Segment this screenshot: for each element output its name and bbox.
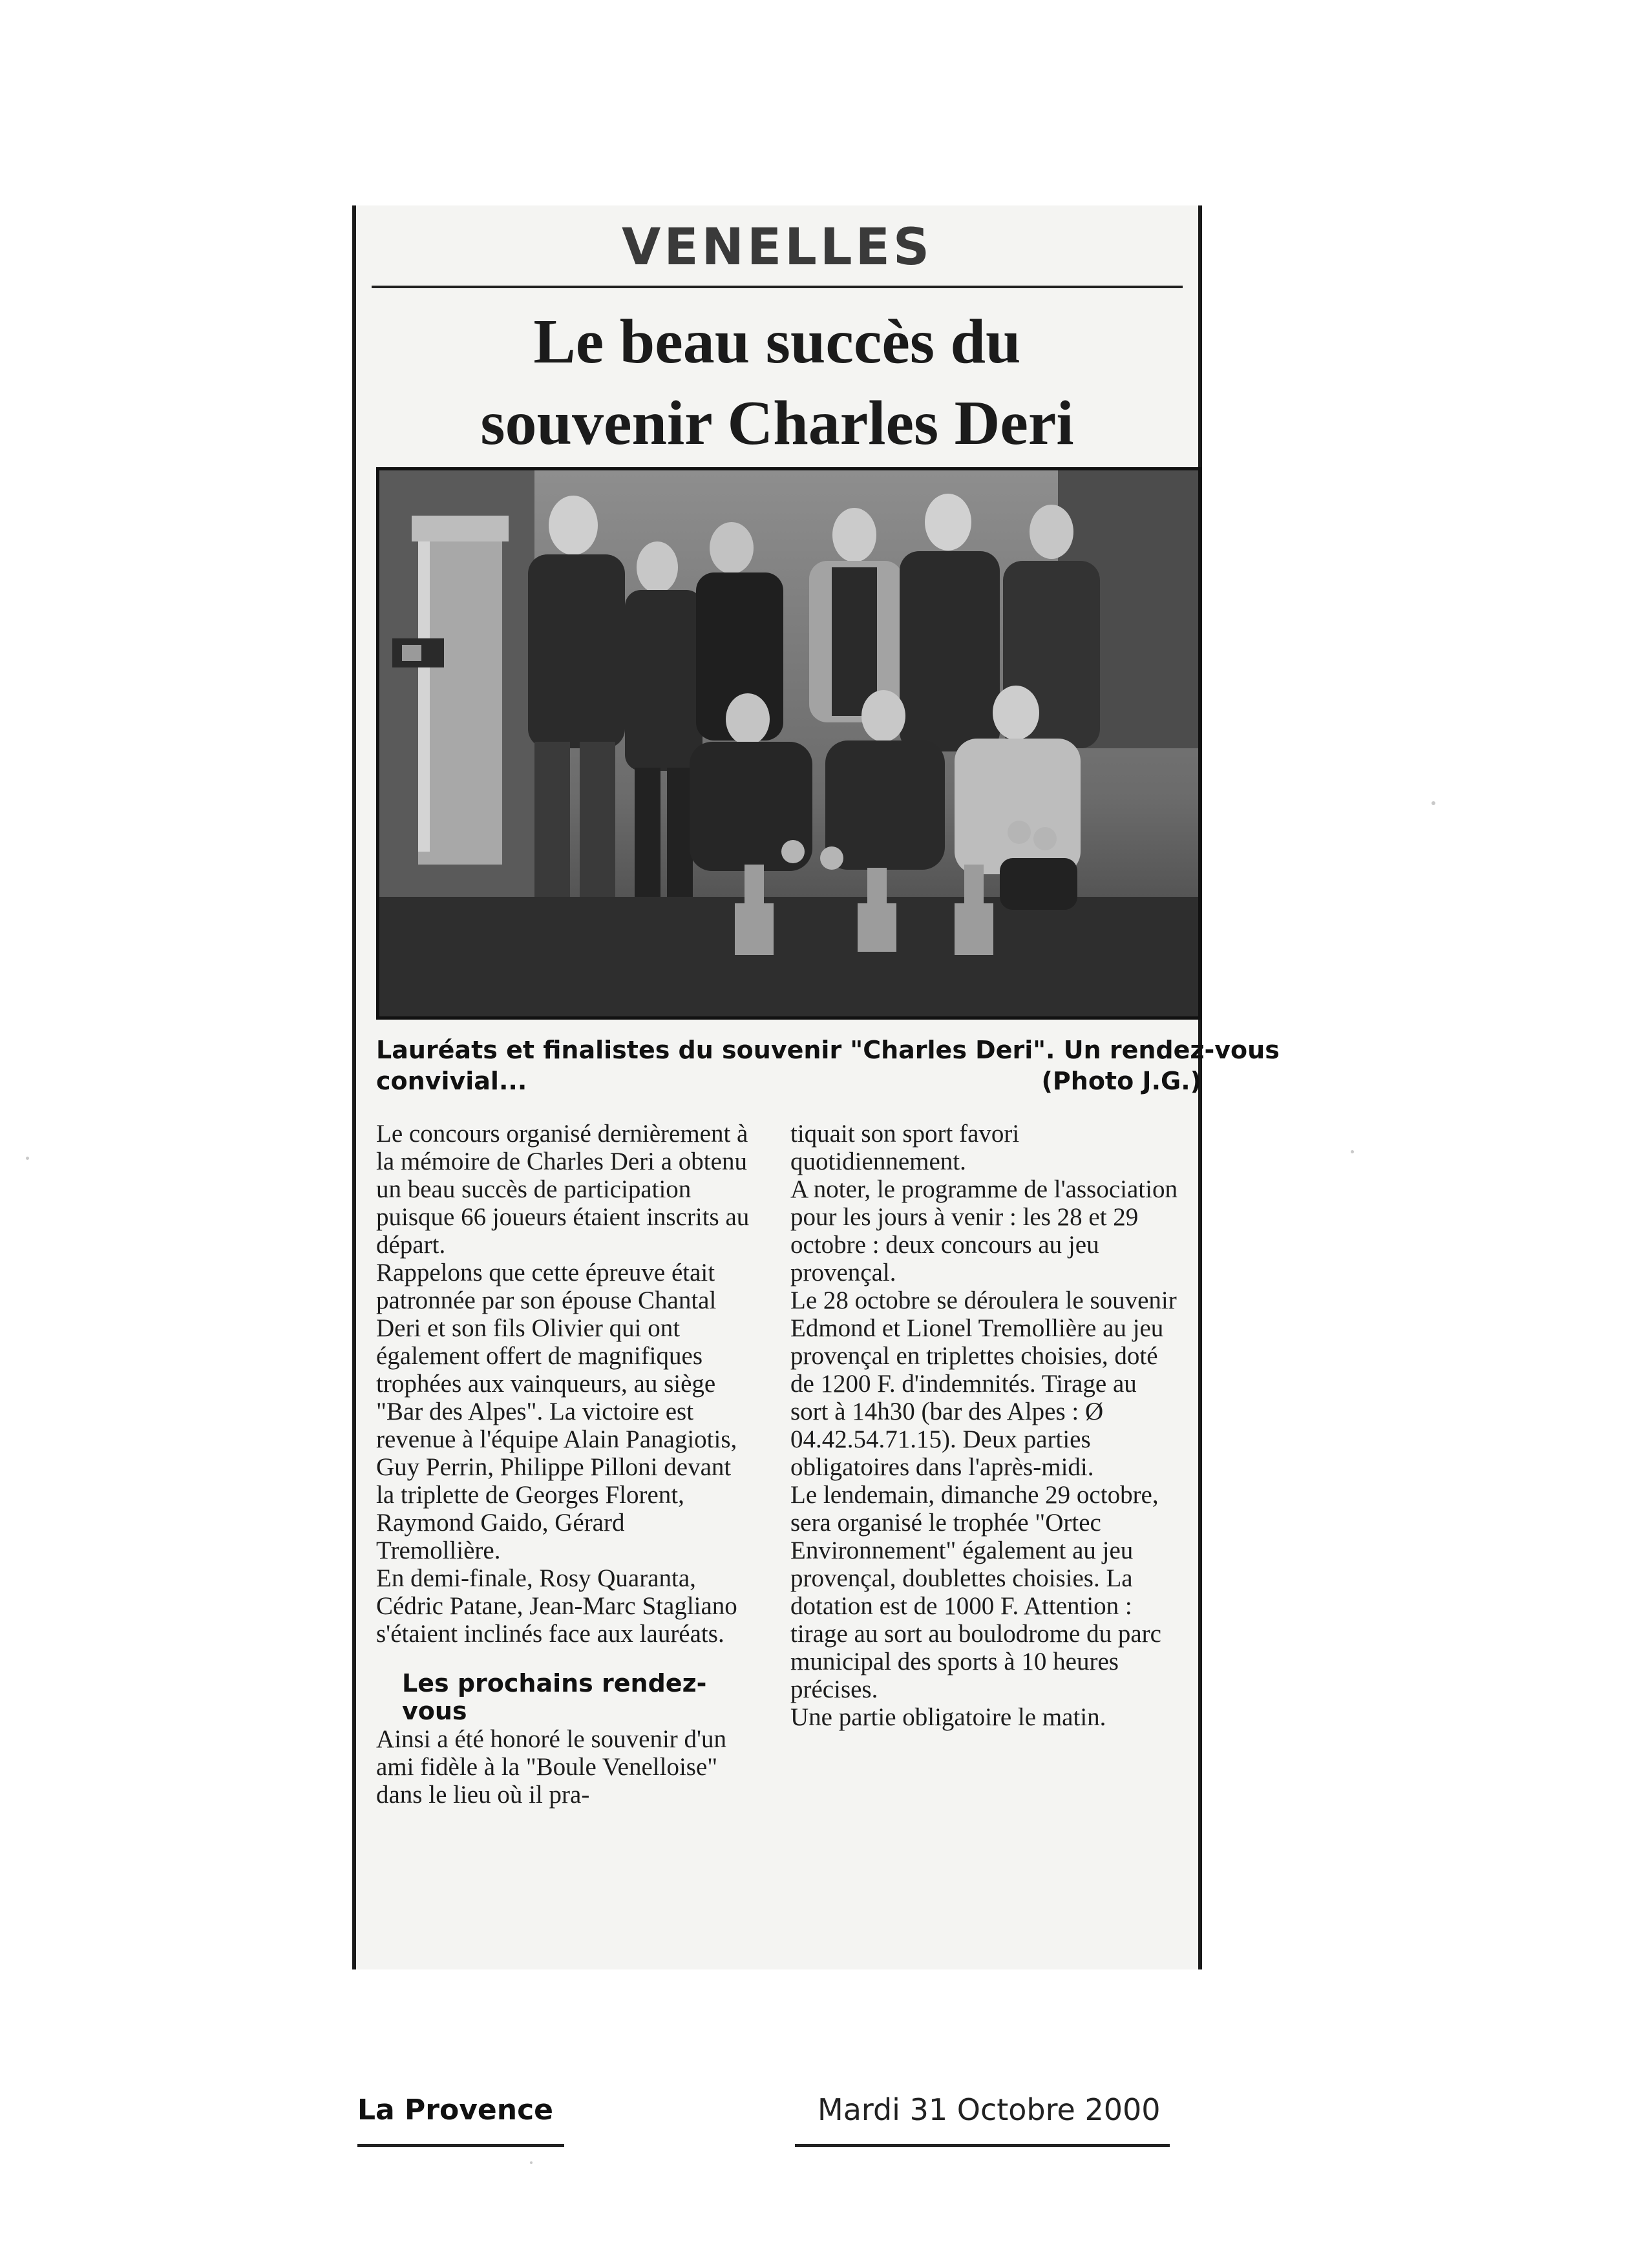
- paragraph: En demi-finale, Rosy Quaranta, Cédric Patane, Jean-Marc Stagliano s'étaient inclinés face aux lauréats.: [376, 1564, 737, 1648]
- paragraph: Ainsi a été honoré le souvenir d'un ami fidèle à la "Boule Venelloise" dans le lieu où il pra-: [376, 1725, 727, 1809]
- newspaper-name: La Provence: [357, 2094, 553, 2126]
- paragraph: Rappelons que cette épreuve était patronnée par son épouse Chantal Deri et son fils Olivier qui ont également offert de magnifiques trophées aux vainqueurs, au siège "Bar des Alpes". La victoire est revenue à l'équipe Alain Panagiotis, Guy Perrin, Philippe Pilloni devant la triplette de Georges Florent, Raymond Gaido, Gérard Tremollière.: [376, 1259, 737, 1564]
- headline-line-2: souvenir Charles Deri: [480, 388, 1074, 458]
- headline-line-1: Le beau succès du: [533, 307, 1021, 377]
- article-column-right: [790, 1120, 1178, 1731]
- caption-text: Lauréats et finalistes du souvenir "Charles Deri". Un rendez-vous: [376, 1036, 1280, 1064]
- footer-divider-left: [357, 2144, 564, 2147]
- publication-date: Mardi 31 Octobre 2000: [818, 2092, 1161, 2127]
- footer-divider-right: [795, 2144, 1170, 2147]
- paragraph: Une partie obligatoire le matin.: [790, 1703, 1106, 1731]
- photo-credit: (Photo J.G.): [1041, 1067, 1201, 1095]
- paragraph: Le lendemain, dimanche 29 octobre, sera organisé le trophée "Ortec Environnement" également au jeu provençal, doublettes choisies. La dotation est de 1000 F. Attention : tirage au sort au boulodrome du parc municipal des sports à 10 heures précises.: [790, 1481, 1161, 1703]
- paragraph: A noter, le programme de l'association pour les jours à venir : les 28 et 29 octobre : deux concours au jeu provençal.: [790, 1175, 1178, 1286]
- section-rubric: VENELLES: [621, 218, 933, 277]
- newspaper-clipping: [352, 205, 1280, 1969]
- group-photo-image: [379, 470, 1198, 1016]
- paragraph: Le concours organisé dernièrement à la mémoire de Charles Deri a obtenu un beau succès de participation puisque 66 joueurs étaient inscrits au départ.: [376, 1120, 750, 1259]
- paragraph: Le 28 octobre se déroulera le souvenir Edmond et Lionel Tremollière au jeu provençal en triplettes choisies, doté de 1200 F. d'indemnités. Tirage au sort à 14h30 (bar des Alpes : Ø 04.42.54.71.15). Deux parties obligatoires dans l'après-midi.: [790, 1286, 1177, 1481]
- paragraph: tiquait son sport favori quotidiennement.: [790, 1120, 1020, 1175]
- headline: [365, 301, 1189, 464]
- rubric-divider: [372, 286, 1183, 288]
- article-column-left: [376, 1120, 754, 1809]
- caption-text-continued: convivial...: [376, 1067, 527, 1095]
- photo-caption: [376, 1034, 1280, 1097]
- column-rule-left: [352, 205, 356, 1969]
- group-photo: [376, 467, 1201, 1020]
- subheading: Les prochains rendez-vous: [402, 1669, 707, 1725]
